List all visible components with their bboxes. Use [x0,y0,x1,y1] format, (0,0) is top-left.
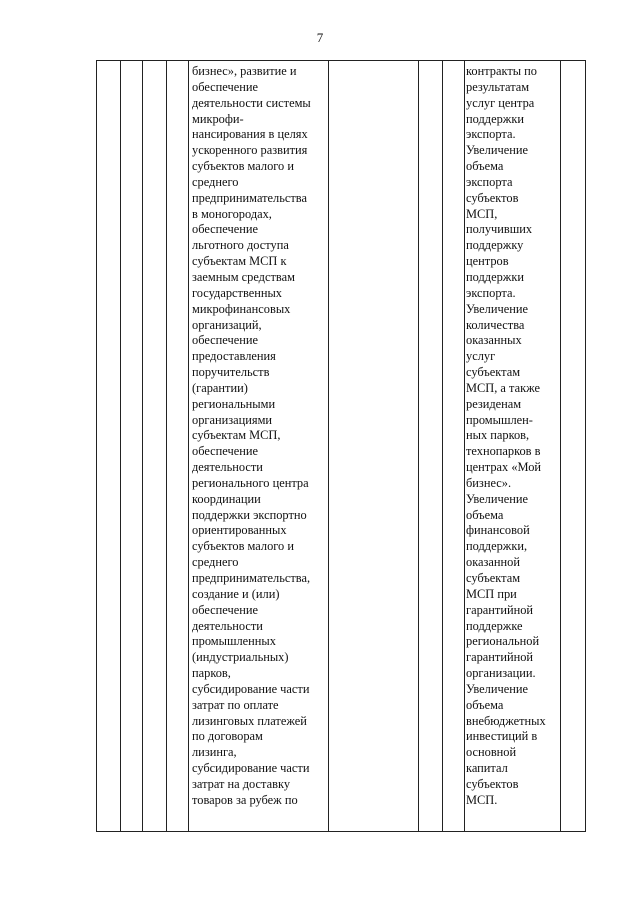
indicators-cell [466,64,546,809]
text-line: Увеличение [466,143,528,158]
text-line: поддержки [466,269,524,284]
text-line: (гарантии) [192,380,248,395]
text-line: заемным средствам [192,269,295,284]
text-line: поддержки, [466,539,528,554]
text-line: обеспечение [192,222,258,237]
text-line: инвестиций в [466,729,538,744]
text-line: предоставления [192,349,276,364]
text-line: субъектам МСП, [192,428,281,443]
text-line: гарантийной [466,602,534,617]
text-line: нансирования в целях [192,127,308,142]
text-line: центров [466,254,509,269]
text-line: оказанной [466,555,521,570]
text-line: организации. [466,666,536,681]
text-line: бизнес», развитие и [192,64,297,78]
text-line: среднего [192,174,239,189]
text-line: товаров за рубеж по [192,792,298,807]
text-line: предпринимательства [192,190,307,205]
column-border [142,60,143,832]
text-line: МСП, [466,206,498,221]
text-line: координации [192,491,261,506]
text-line: объема [466,507,504,522]
text-line: поручительств [192,365,270,380]
text-line: МСП. [466,792,498,807]
text-line: льготного доступа [192,238,289,253]
text-line: микрофинансовых [192,301,291,316]
text-line: контракты по [466,64,537,78]
text-line: организациями [192,412,273,427]
column-border [585,60,586,832]
text-line: Увеличение [466,301,528,316]
text-line: поддержки [466,111,524,126]
text-line: предпринимательства, [192,571,311,585]
text-line: субсидирование части [192,761,310,776]
text-line: затрат на доставку [192,776,291,791]
column-border [96,60,97,832]
text-line: среднего [192,555,239,570]
text-line: услуг центра [466,95,535,110]
text-line: промышлен- [466,412,533,427]
text-line: экспорта. [466,127,516,142]
text-line: обеспечение [192,79,258,94]
column-border [328,60,329,832]
text-line: государственных [192,285,283,300]
text-line: организаций, [192,317,262,332]
text-line: поддержки экспортно [192,507,307,522]
text-line: объема [466,159,504,174]
text-line: субъектам [466,365,521,380]
text-line: ускоренного развития [192,143,308,158]
text-line: ориентированных [192,523,287,538]
text-line: (индустриальных) [192,650,289,665]
column-border [418,60,419,832]
document-table [96,60,586,832]
column-border [442,60,443,832]
text-line: количества [466,317,525,332]
text-line: экспорта. [466,285,516,300]
text-line: затрат по оплате [192,697,279,712]
column-border [120,60,121,832]
text-line: субъектов [466,190,519,205]
text-line: МСП, а также [466,380,541,395]
text-line: поддержку [466,238,524,253]
text-line: центрах «Мой [466,460,542,475]
text-line: получивших [466,222,533,237]
text-line: деятельности системы [192,95,311,110]
page-number: 7 [316,30,324,45]
text-line: услуг [466,349,496,364]
text-line: субъектов малого и [192,539,294,554]
text-line: технопарков в [466,444,541,459]
text-line: МСП при [466,586,517,601]
text-line: субъектов [466,776,519,791]
text-line: деятельности [192,618,263,633]
text-line: капитал [466,761,508,776]
table-bottom-border [96,831,586,832]
text-line: субсидирование части [192,681,310,696]
text-line: основной [466,745,517,760]
table-top-border [96,60,586,61]
text-line: в моногородах, [192,206,272,221]
column-border [560,60,561,832]
text-line: экспорта [466,174,513,189]
text-line: субъектов малого и [192,159,294,174]
text-line: парков, [192,666,231,681]
activities-cell [192,64,311,809]
text-line: по договорам [192,729,263,744]
text-line: резиденам [466,396,522,411]
text-line: лизинга, [192,745,237,760]
text-line: Увеличение [466,491,528,506]
text-line: региональными [192,396,276,411]
text-line: обеспечение [192,602,258,617]
text-line: обеспечение [192,444,258,459]
text-line: субъектам [466,571,521,585]
text-line: Увеличение [466,681,528,696]
text-line: поддержке [466,618,523,633]
text-line: объема [466,697,504,712]
text-line: микрофи- [192,111,244,126]
text-line: создание и (или) [192,586,280,601]
text-line: гарантийной [466,650,534,665]
text-line: оказанных [466,333,522,348]
column-border [188,60,189,832]
text-line: промышленных [192,634,276,649]
column-border [464,60,465,832]
text-line: ных парков, [466,428,530,443]
text-line: внебюджетных [466,713,546,728]
text-line: обеспечение [192,333,258,348]
text-line: лизинговых платежей [192,713,307,728]
column-border [166,60,167,832]
text-line: региональной [466,634,540,649]
text-line: регионального центра [192,475,309,490]
text-line: деятельности [192,460,263,475]
text-line: субъектам МСП к [192,254,287,269]
text-line: финансовой [466,523,530,538]
text-line: результатам [466,79,530,94]
text-line: бизнес». [466,475,512,490]
